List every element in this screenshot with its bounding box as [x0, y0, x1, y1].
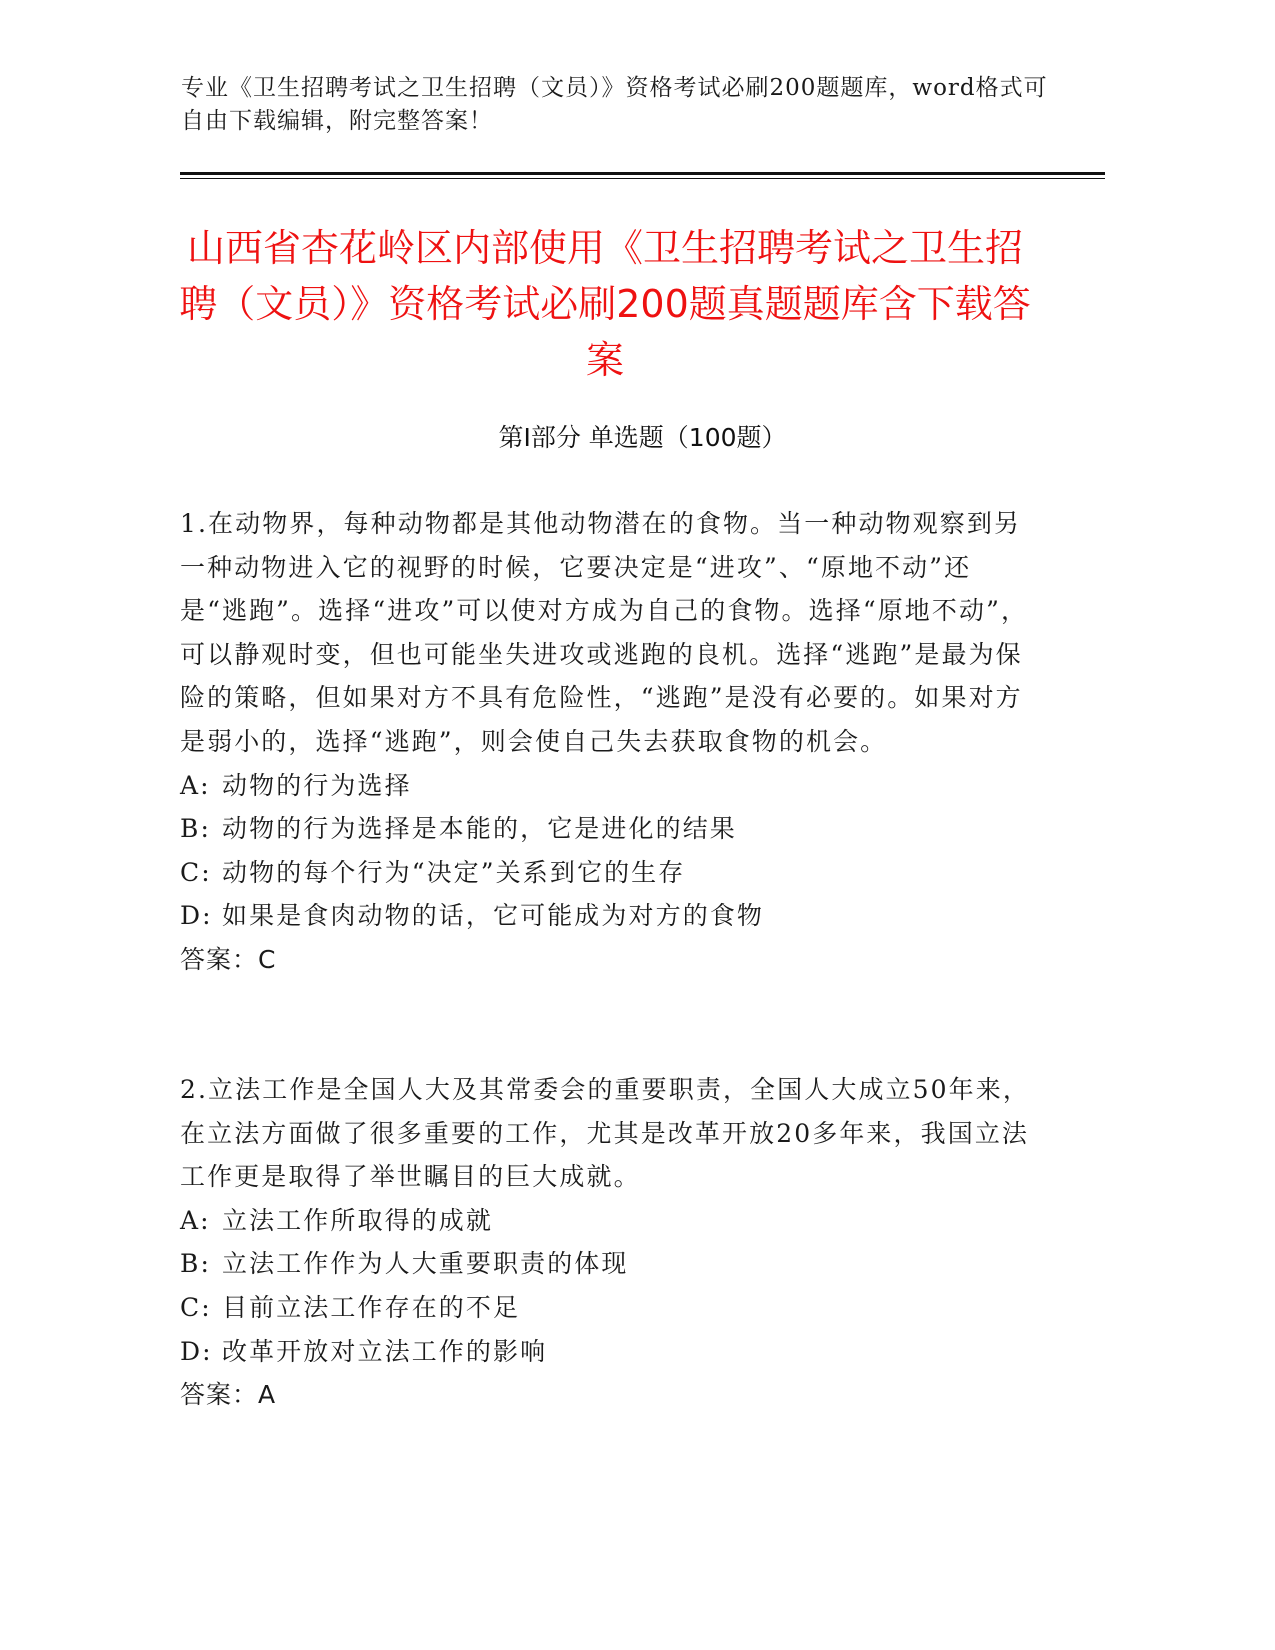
option-c	[180, 1286, 1030, 1330]
option-text: 如果是食肉动物的话，它可能成为对方的食物	[222, 901, 765, 931]
option-letter: A:	[180, 770, 211, 800]
option-b	[180, 1242, 1030, 1286]
section-title: 第Ⅰ部分 单选题（100题）	[498, 423, 787, 452]
option-letter: D:	[180, 901, 213, 931]
header-note: 专业《卫生招聘考试之卫生招聘（文员）》资格考试必刷200题题库，word格式可自由下载编辑，附完整答案！	[181, 75, 1048, 134]
option-text: 动物的行为选择是本能的，它是进化的结果	[222, 814, 737, 844]
option-letter: C:	[180, 1292, 212, 1322]
answer-line: 答案：A	[180, 1380, 277, 1410]
option-text: 立法工作所取得的成就	[222, 1205, 494, 1235]
option-a	[180, 764, 1030, 808]
option-text: 立法工作作为人大重要职责的体现	[222, 1249, 629, 1279]
header-divider-thick	[180, 172, 1105, 175]
answer-line: 答案：C	[180, 944, 277, 974]
header-divider-thin	[180, 178, 1105, 179]
option-letter: B:	[180, 814, 211, 844]
question-stem: 2.立法工作是全国人大及其常委会的重要职责，全国人大成立50年来，在立法方面做了很多重要的工作，尤其是改革开放20多年来，我国立法工作更是取得了举世瞩目的巨大成就。	[180, 1075, 1030, 1192]
question-stem: 1.在动物界，每种动物都是其他动物潜在的食物。当一种动物观察到另一种动物进入它的视野的时候，它要决定是“进攻”、“原地不动”还是“逃跑”。选择“进攻”可以使对方成为自己的食物。选择“原地不动”，可以静观时变，但也可能坐失进攻或逃跑的良机。选择“逃跑”是最为保险的策略，但如果对方不具有危险性，“逃跑”是没有必要的。如果对方是弱小的，选择“逃跑”，则会使自己失去获取食物的机会。	[180, 509, 1029, 756]
option-a	[180, 1199, 1030, 1243]
option-letter: C:	[180, 857, 212, 887]
option-text: 动物的行为选择	[222, 770, 412, 800]
option-text: 目前立法工作存在的不足	[222, 1292, 521, 1322]
option-text: 改革开放对立法工作的影响	[222, 1336, 548, 1366]
option-letter: B:	[180, 1249, 211, 1279]
option-b	[180, 807, 1030, 851]
option-d	[180, 1330, 1030, 1374]
question-2	[180, 1068, 1030, 1417]
option-text: 动物的每个行为“决定”关系到它的生存	[222, 857, 686, 887]
option-d	[180, 894, 1030, 938]
document-title: 山西省杏花岭区内部使用《卫生招聘考试之卫生招聘（文员）》资格考试必刷200题真题题库含下载答案	[179, 226, 1031, 382]
option-letter: D:	[180, 1336, 213, 1366]
option-letter: A:	[180, 1205, 211, 1235]
option-c	[180, 851, 1030, 895]
question-1	[180, 502, 1030, 982]
